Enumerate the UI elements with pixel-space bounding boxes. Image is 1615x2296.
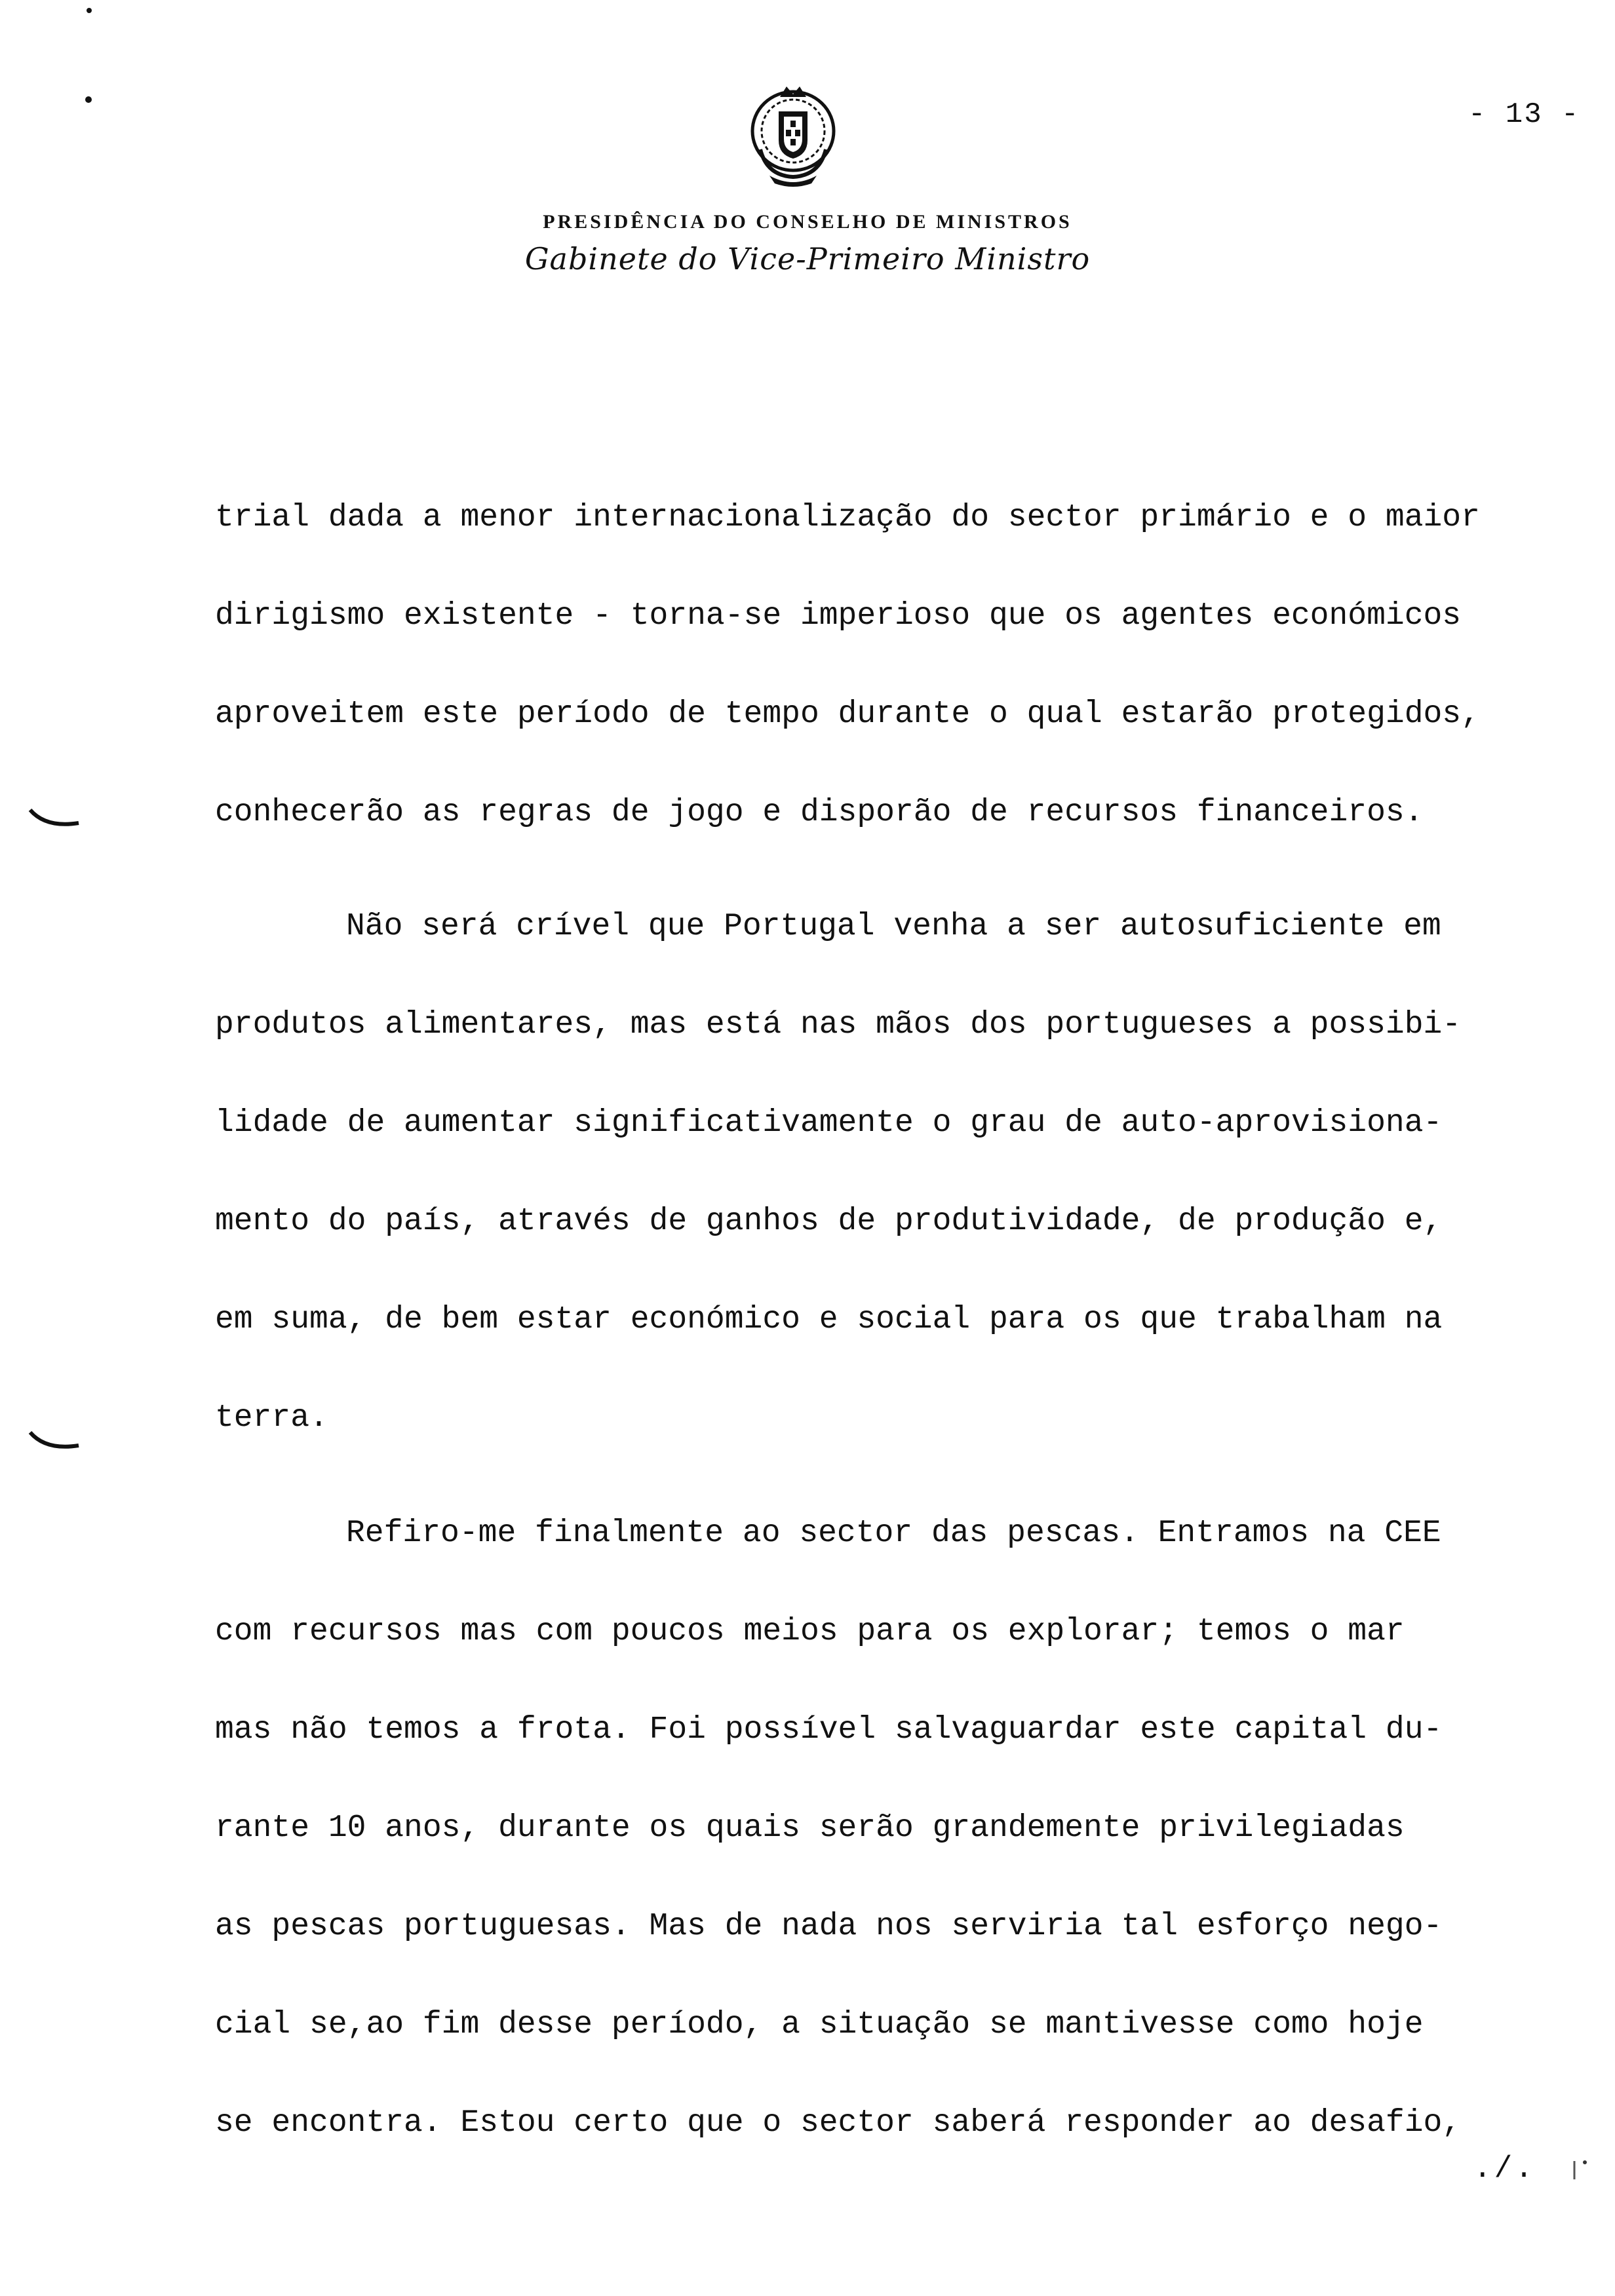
body-line: rante 10 anos, durante os quais serão grandemente privilegiadas [215,1810,1405,1846]
binder-mark-icon [26,806,85,832]
body-line: Refiro-me finalmente ao sector das pescas. Entramos na CEE [346,1516,1441,1551]
body-line: aproveitem este período de tempo durante o qual estarão protegidos, [215,697,1480,732]
continuation-mark: ./. [1473,2152,1536,2186]
body-line: em suma, de bem estar económico e social para os que trabalham na [215,1302,1443,1337]
body-line: terra. [215,1400,328,1436]
body-line: cial se,ao fim desse período, a situação se mantivesse como hoje [215,2007,1424,2042]
body-line: conhecerão as regras de jogo e disporão de recursos financeiros. [215,795,1424,830]
body-line: produtos alimentares, mas está nas mãos dos portugueses a possibi- [215,1007,1462,1043]
speck-icon [1570,2156,1590,2182]
body-line: trial dada a menor internacionalização do sector primário e o maior [215,500,1480,535]
body-line: Não será crível que Portugal venha a ser autosuficiente em [346,909,1441,944]
page-number: - 13 - [1468,98,1580,131]
header-title: PRESIDÊNCIA DO CONSELHO DE MINISTROS [543,211,1072,233]
binder-mark-icon [26,1428,85,1455]
body-line: com recursos mas com poucos meios para os explorar; temos o mar [215,1614,1405,1649]
body-line: as pescas portuguesas. Mas de nada nos serviria tal esforço nego- [215,1909,1443,1944]
coat-of-arms-icon [741,77,846,189]
speck-icon [85,7,93,14]
body-line: mento do país, através de ganhos de produtividade, de produção e, [215,1204,1443,1239]
body-line: dirigismo existente - torna-se imperioso que os agentes económicos [215,598,1462,634]
body-line: lidade de aumentar significativamente o grau de auto-aprovisiona- [215,1105,1443,1141]
body-line: mas não temos a frota. Foi possível salvaguardar este capital du- [215,1712,1443,1748]
header-subtitle: Gabinete do Vice-Primeiro Ministro [524,241,1091,277]
speck-icon [84,95,93,104]
body-line: se encontra. Estou certo que o sector saberá responder ao desafio, [215,2105,1462,2141]
